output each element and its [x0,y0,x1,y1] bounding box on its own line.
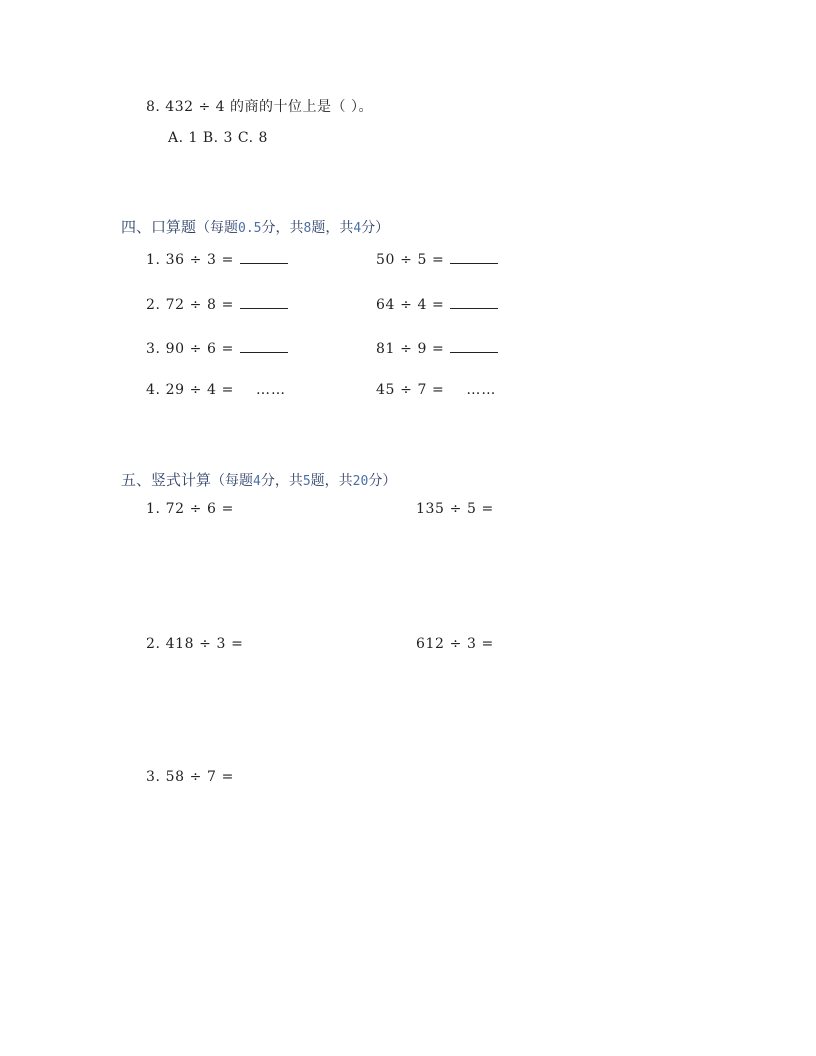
oral-problem [146,382,286,398]
question-8-options: A. 1 B. 3 C. 8 [168,130,268,146]
answer-blank[interactable] [240,249,288,264]
vertical-problem: 1. 72 ÷ 6 = [146,501,234,517]
oral-problem [146,294,288,313]
oral-problem-text: 81 ÷ 9 = [376,341,445,357]
oral-problem [146,249,288,268]
ellipsis: …… [255,382,286,398]
oral-problem-text: 45 ÷ 7 = [376,382,445,398]
ellipsis: …… [466,382,497,398]
section-5-total: 20 [352,474,369,489]
section-4-score-each: 0.5 [238,221,262,236]
vertical-problem: 135 ÷ 5 = [416,501,494,517]
answer-blank[interactable] [450,338,498,353]
section-5-score-each: 4 [253,474,261,489]
section-4-title [121,216,389,237]
section-5-title-text: 五、竖式计算 [121,471,212,489]
vertical-problem: 612 ÷ 3 = [416,636,494,652]
oral-problem [376,249,498,268]
oral-problem-text: 1. 36 ÷ 3 = [146,252,234,268]
section-4-note-mid1: 分，共 [261,220,304,236]
oral-problem-text: 4. 29 ÷ 4 = [146,382,234,398]
section-4-note-open: （每题 [196,220,239,236]
section-4-title-text: 四、口算题 [121,218,197,236]
answer-blank[interactable] [240,294,288,309]
oral-problem-text: 3. 90 ÷ 6 = [146,341,234,357]
oral-problem [376,338,498,357]
section-5-title [121,469,396,490]
answer-blank[interactable] [240,338,288,353]
section-4-note-close: 分） [361,220,390,236]
answer-blank[interactable] [450,249,498,264]
vertical-problem: 3. 58 ÷ 7 = [146,769,234,785]
section-4-count: 8 [303,221,312,236]
vertical-problem: 2. 418 ÷ 3 = [146,636,244,652]
section-4-note-mid2: 题，共 [311,220,354,236]
answer-blank[interactable] [450,294,498,309]
section-4-total: 4 [353,221,362,236]
section-5-note-mid1: 分，共 [260,473,303,489]
question-8-text: 8. 432 ÷ 4 的商的十位上是（ ）。 [146,99,373,115]
oral-problem [146,338,288,357]
section-5-note-mid2: 题，共 [310,473,353,489]
oral-problem-text: 2. 72 ÷ 8 = [146,297,234,313]
oral-problem [376,382,496,398]
section-5-note-close: 分） [368,473,397,489]
section-5-note-open: （每题 [211,473,254,489]
section-5-count: 5 [302,474,311,489]
oral-problem-text: 50 ÷ 5 = [376,252,445,268]
oral-problem [376,294,498,313]
oral-problem-text: 64 ÷ 4 = [376,297,445,313]
